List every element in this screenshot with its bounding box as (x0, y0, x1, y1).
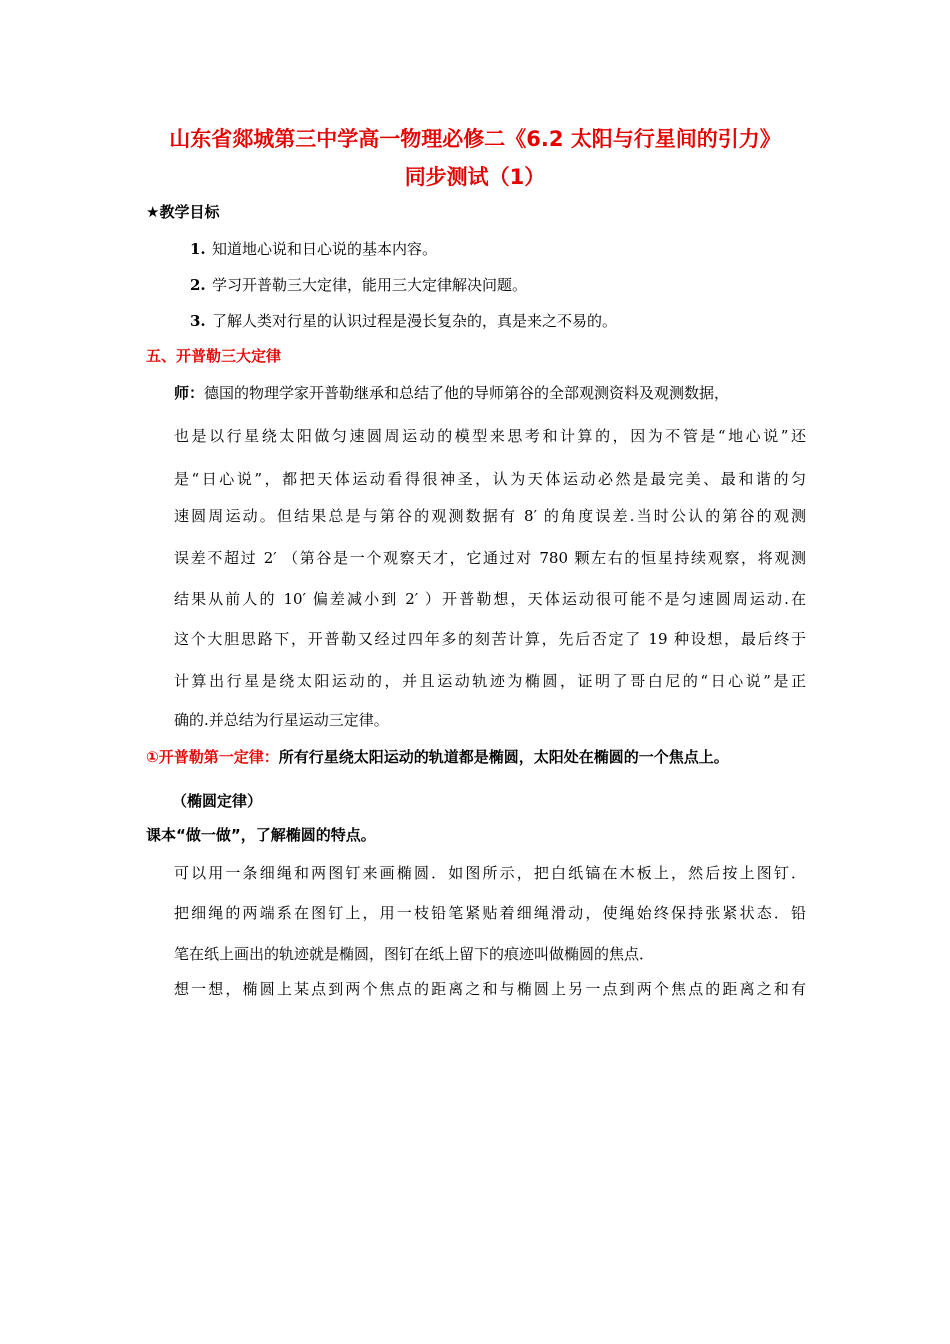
paragraph-line: 计算出行星是绕太阳运动的，并且运动轨迹为椭圆，证明了哥白尼的“日心说”是正 (174, 672, 806, 690)
law-text: 所有行星绕太阳运动的轨道都是椭圆，太阳处在椭圆的一个焦点上。 (278, 748, 729, 766)
paragraph-line: 速圆周运动。但结果总是与第谷的观测数据有 8′ 的角度误差.当时公认的第谷的观测 (174, 507, 806, 525)
paragraph-line: 笔在纸上画出的轨迹就是椭圆，图钉在纸上留下的痕迹叫做椭圆的焦点． (174, 945, 655, 963)
paragraph-line: 把细绳的两端系在图钉上，用一枝铅笔紧贴着细绳滑动，使绳始终保持张紧状态．铅 (174, 904, 806, 922)
paragraph-line: 结果从前人的 10′ 偏差减小到 2′ ）开普勒想，天体运动很可能不是匀速圆周运动.在 (174, 590, 806, 608)
paragraph-line: 确的.并总结为行星运动三定律。 (174, 711, 389, 729)
paragraph-line: 这个大胆思路下，开普勒又经过四年多的刻苦计算，先后否定了 19 种设想，最后终于 (174, 630, 806, 648)
objective-text: 了解人类对行星的认识过程是漫长复杂的，真是来之不易的。 (212, 312, 618, 330)
objective-text: 知道地心说和日心说的基本内容。 (212, 240, 438, 258)
paragraph-line: 可以用一条细绳和两图钉来画椭圆．如图所示，把白纸镐在木板上，然后按上图钉． (174, 864, 806, 882)
objective-number: 1. (190, 240, 206, 258)
paragraph-text: 德国的物理学家开普勒继承和总结了他的导师第谷的全部观测资料及观测数据， (204, 384, 730, 402)
document-title-line-2: 同步测试（1） (404, 165, 546, 189)
objective-item (190, 310, 617, 331)
paragraph-line (174, 382, 729, 403)
activity-heading: 课本“做一做”，了解椭圆的特点。 (146, 826, 376, 844)
objective-number: 3. (190, 312, 206, 330)
section-heading: 五、开普勒三大定律 (146, 347, 282, 365)
paragraph-line: 想一想，椭圆上某点到两个焦点的距离之和与椭圆上另一点到两个焦点的距离之和有 (174, 980, 806, 998)
law-label: ①开普勒第一定律： (146, 748, 279, 766)
objective-item (190, 274, 527, 295)
objectives-heading: ★教学目标 (146, 203, 220, 221)
document-title-line-1: 山东省郯城第三中学高一物理必修二《6.2 太阳与行星间的引力》 (169, 127, 781, 151)
objective-text: 学习开普勒三大定律，能用三大定律解决问题。 (212, 276, 528, 294)
paragraph-line: 是“日心说”，都把天体运动看得很神圣，认为天体运动必然是最完美、最和谐的匀 (174, 470, 806, 488)
objective-item (190, 238, 437, 259)
teacher-label: 师： (174, 384, 205, 402)
kepler-first-law (146, 746, 729, 767)
paragraph-line: 误差不超过 2′ （第谷是一个观察天才，它通过对 780 颗左右的恒星持续观察，将观测 (174, 549, 806, 567)
law-note: （椭圆定律） (172, 792, 263, 810)
objective-number: 2. (190, 276, 206, 294)
paragraph-line: 也是以行星绕太阳做匀速圆周运动的模型来思考和计算的，因为不管是“地心说”还 (174, 427, 806, 445)
